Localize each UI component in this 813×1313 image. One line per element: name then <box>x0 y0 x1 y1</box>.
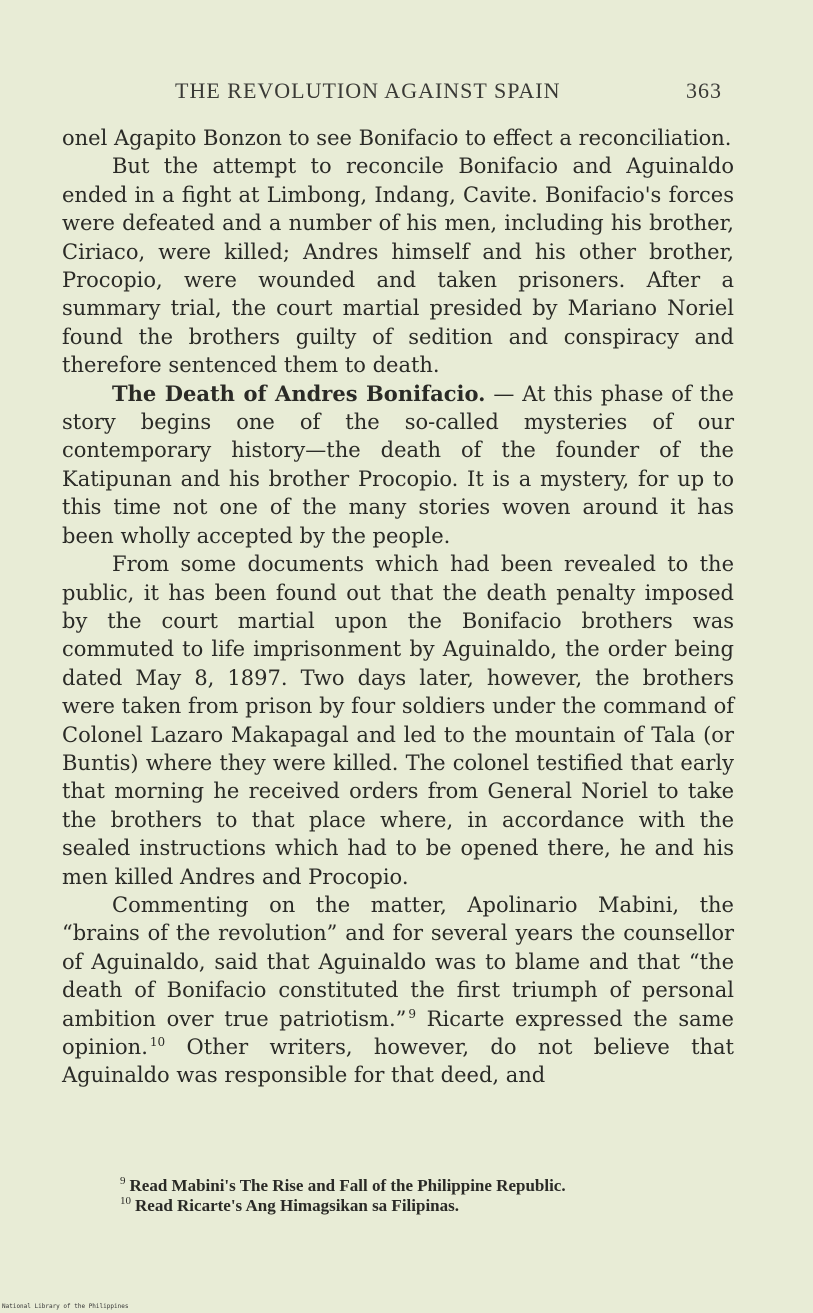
running-title: THE REVOLUTION AGAINST SPAIN <box>175 78 561 103</box>
page-number: 363 <box>686 78 722 103</box>
other-writers-text: Other writers, however, do not believe that Aguinaldo was responsible for that deed, and <box>62 1035 734 1088</box>
footnote-title: Ang Himagsikan sa Filipinas. <box>245 1196 459 1215</box>
section-heading: The Death of Andres Bonifacio. <box>112 380 486 406</box>
footnote-ref-10[interactable]: 10 <box>149 1035 166 1049</box>
ricarte-text: Ricarte expressed the same opinion. <box>62 1006 734 1059</box>
footnote-number: 9 <box>120 1175 126 1188</box>
paragraph-death-of-bonifacio <box>62 380 734 550</box>
footnote-ref-9[interactable]: 9 <box>408 1006 416 1021</box>
body-text <box>62 124 734 1090</box>
running-header <box>60 78 722 108</box>
footnote-9 <box>120 1176 740 1196</box>
mabini-text: Commenting on the matter, Apolinario Mabini, the “brains of the revolution” and for several years the counsellor of Aguinaldo, said that Aguinaldo was to blame and that “the death of Bonifacio constituted the first triumph of personal ambition over true patriotism.” <box>62 892 734 1031</box>
paragraph-reconcile-attempt: But the attempt to reconcile Bonifacio and Aguinaldo ended in a fight at Limbong, Indang, Cavite. Bonifacio's forces were defeated and a number of his men, including his brother, Ciriaco, were killed; Andres himself and his other brother, Procopio, were wounded and taken prisoners. After a summary trial, the court martial presided by Mariano Noriel found the brothers guilty of sedition and conspiracy and therefore sentenced them to death. <box>62 154 734 378</box>
footnote-lead: Read Ricarte's <box>135 1196 246 1215</box>
section-text: — At this phase of the story begins one of the so-called mysteries of our contemporary history—the death of the founder of the Katipunan and his brother Procopio. It is a mystery, for up to this time not one of the many stories woven around it has been wholly accepted by the people. <box>62 381 734 548</box>
paragraph-documents: From some documents which had been revealed to the public, it has been found out that the death penalty imposed by the court martial upon the Bonifacio brothers was commuted to life imprisonment by Aguinaldo, the order being dated May 8, 1897. Two days later, however, the brothers were taken from prison by four soldiers under the command of Colonel Lazaro Makapagal and led to the mountain of Tala (or Buntis) where they were killed. The colonel testified that early that morning he received orders from General Noriel to take the brothers to that place where, in accordance with the sealed instructions which had to be opened there, he and his men killed Andres and Procopio. <box>62 552 734 889</box>
footnote-10 <box>120 1196 740 1216</box>
footnote-number: 10 <box>120 1195 131 1208</box>
footnote-title: The Rise and Fall of the Philippine Republic. <box>239 1176 566 1195</box>
footnote-lead: Read Mabini's <box>129 1176 240 1195</box>
paragraph-mabini <box>62 891 734 1090</box>
footnotes <box>120 1176 740 1216</box>
library-imprint: National Library of the Philippines <box>2 1303 129 1310</box>
paragraph-continuation: onel Agapito Bonzon to see Bonifacio to effect a reconciliation. <box>62 126 732 150</box>
